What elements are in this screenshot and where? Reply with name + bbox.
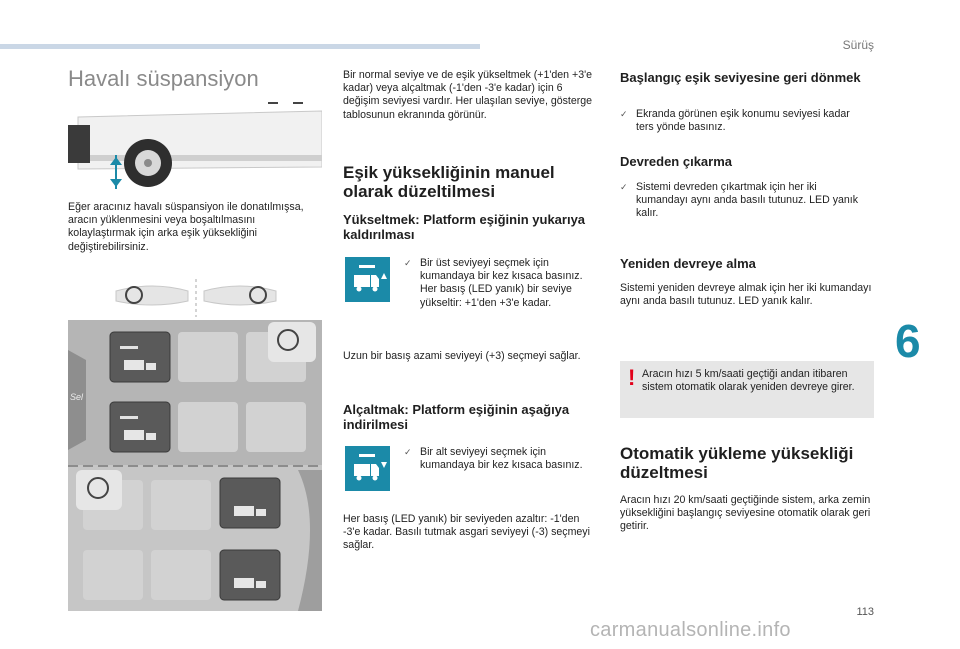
bullet-mark: ✓ [620,109,628,119]
van-raise-icon [345,257,390,302]
warning-icon: ! [628,365,636,390]
bullet-mark: ✓ [620,182,628,192]
watermark: carmanualsonline.info [590,619,791,641]
return-bullet-text: Ekranda görünen eşik konumu seviyesi kadar ters yönde basınız. [636,108,850,134]
lower-note: Her basış (LED yanık) bir seviyeden azaltır: -1'den -3'e kadar. Basılı tutmak asgari seviyeyi (-3) seçmeyi sağlar. [343,513,590,552]
lower-bullet-text: Bir alt seviyeyi seçmek için kumandaya bir kez kısaca basınız. [420,446,583,472]
disable-bullet-text: Sistemi devreden çıkartmak için her iki kumandayı aynı anda basılı tutunuz. LED yanık kalır. [636,181,859,220]
raise-note: Uzun bir basış azami seviyeyi (+3) seçmeyi sağlar. [343,350,581,362]
page-number: 113 [856,606,874,618]
wheel-selector-illustration [112,279,280,317]
header-bar [0,44,480,49]
bullet-mark: ✓ [404,447,412,457]
bullet-mark: ✓ [404,258,412,268]
lower-title: Alçaltmak: Platform eşiğinin aşağıya indirilmesi [343,402,570,432]
lower-bullet [404,446,596,472]
warning-box [620,361,874,418]
mid-intro-text: Bir normal seviye ve de eşik yükseltmek (+1'den +3'e kadar) veya alçaltmak (-1'den -3'e kadar) için 6 değişim seviyesi vardır. Her ulaşılan seviye, gösterge tablosunun ekranında görünür. [343,69,593,121]
raise-bullet-text: Bir üst seviyeyi seçmek için kumandaya bir kez kısaca basınız. Her basış (LED yanık) bir seviye yükseltir: +1'den +3'e kadar. [420,257,583,309]
raise-title: Yükseltmek: Platform eşiğinin yukarıya kaldırılması [343,212,586,242]
section-name: Sürüş [842,38,874,52]
enable-title: Yeniden devreye alma [620,256,756,271]
return-bullet [620,108,870,134]
disable-title: Devreden çıkarma [620,154,733,169]
panel-label: Sel [70,392,84,402]
chapter-number: 6 [895,315,921,367]
auto-text: Aracın hızı 20 km/saati geçtiğinde sistem, arka zemin yüksekliğini başlangıç seviyesine otomatik olarak geri getirir. [620,494,871,533]
lower-icon [345,446,390,491]
raise-bullet [404,257,596,310]
raise-icon [345,257,390,302]
left-intro-text: Eğer aracınız havalı süspansiyon ile donatılmışsa, aracın yüklenmesini veya boşaltılmasını kolaylaştırmak için arka eşik yüksekliğini değiştirebilirsiniz. [68,201,304,253]
manual-title: Eşik yüksekliğinin manuel olarak düzeltilmesi [343,163,555,201]
enable-text: Sistemi yeniden devreye almak için her iki kumandayı aynı anda basılı tutunuz. LED yanık kalır. [620,282,872,308]
van-illustration [68,97,322,190]
switch-panel-photo [68,320,322,611]
switch-panel-illustration [68,320,322,611]
return-title: Başlangıç eşik seviyesine geri dönmek [620,70,861,85]
van-lower-icon [345,446,390,491]
auto-title: Otomatik yükleme yüksekliği düzeltmesi [620,444,854,482]
page-title: Havalı süspansiyon [68,66,259,91]
disable-bullet [620,181,870,221]
warning-text: Aracın hızı 5 km/saati geçtiği andan itibaren sistem otomatik olarak yeniden devreye girer. [642,368,855,394]
